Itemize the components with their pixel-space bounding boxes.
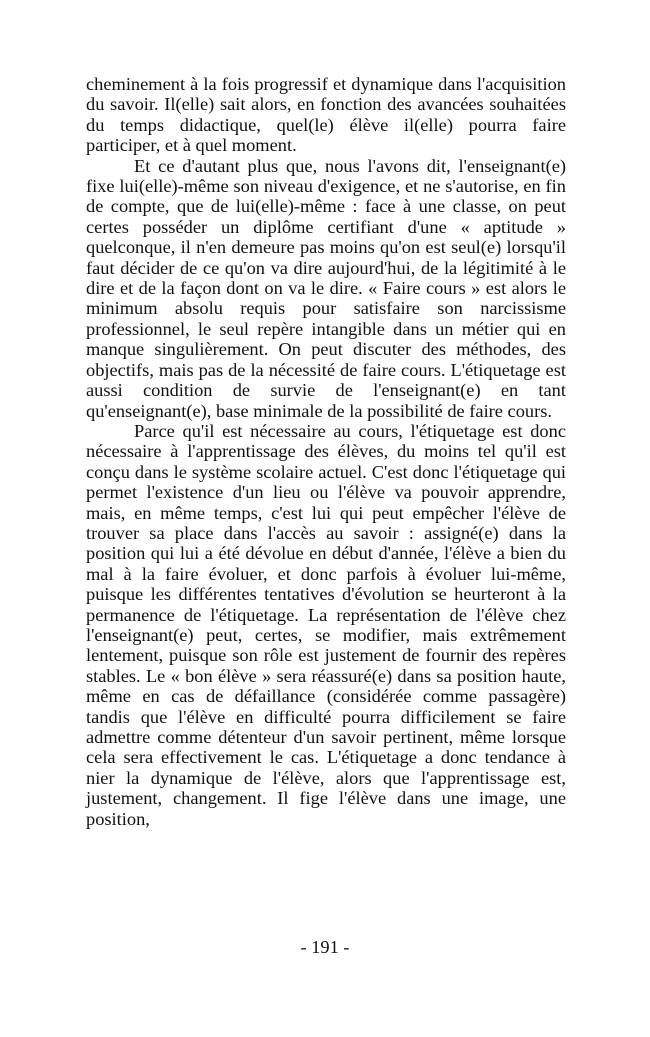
paragraph-3: Parce qu'il est nécessaire au cours, l'étiquetage est donc nécessaire à l'apprentissage des élèves, du moins tel qu'il est conçu dans le système scolaire actuel. C'est donc l'étiquetage qui permet l'existence d'un lieu ou l'élève va pouvoir apprendre, mais, en même temps, c'est lui qui peut empêcher l'élève de trouver sa place dans l'accès au savoir : assigné(e) dans la position qui lui a été dévolue en début d'année, l'élève a bien du mal à la faire évoluer, et donc parfois à évoluer lui-même, puisque les différentes tentatives d'évolution se heurteront à la permanence de l'étiquetage. La représentation de l'élève chez l'enseignant(e) peut, certes, se modifier, mais extrêmement lentement, puisque son rôle est justement de fournir des repères stables. Le « bon élève » sera réassuré(e) dans sa position haute, même en cas de défaillance (considérée comme passagère) tandis que l'élève en difficulté pourra difficilement se faire admettre comme détenteur d'un savoir pertinent, même lorsque cela sera effectivement le cas. L'étiquetage a donc tendance à nier la dynamique de l'élève, alors que l'apprentissage est, justement, changement. Il fige l'élève dans une image, une position, [86,420,566,829]
paragraph-1: cheminement à la fois progressif et dynamique dans l'acquisition du savoir. Il(elle) sait alors, en fonction des avancées souhaitées du temps didactique, quel(le) élève il(elle) pourra faire participer, et à quel moment. [86,74,566,156]
body-text [86,74,566,829]
paragraph-2: Et ce d'autant plus que, nous l'avons dit, l'enseignant(e) fixe lui(elle)-même son niveau d'exigence, et ne s'autorise, en fin de compte, que de lui(elle)-même : face à une classe, on peut certes posséder un diplôme certifiant d'une « aptitude » quelconque, il n'en demeure pas moins qu'on est seul(e) lorsqu'il faut décider de ce qu'on va dire aujourd'hui, de la légitimité à le dire et de la façon dont on va le dire. « Faire cours » est alors le minimum absolu requis pour satisfaire son narcissisme professionnel, le seul repère intangible dans un métier qui en manque singulièrement. On peut discuter des méthodes, des objectifs, mais pas de la nécessité de faire cours. L'étiquetage est aussi condition de survie de l'enseignant(e) en tant qu'enseignant(e), base minimale de la possibilité de faire cours. [86,155,566,421]
page-number: - 191 - [300,937,350,957]
